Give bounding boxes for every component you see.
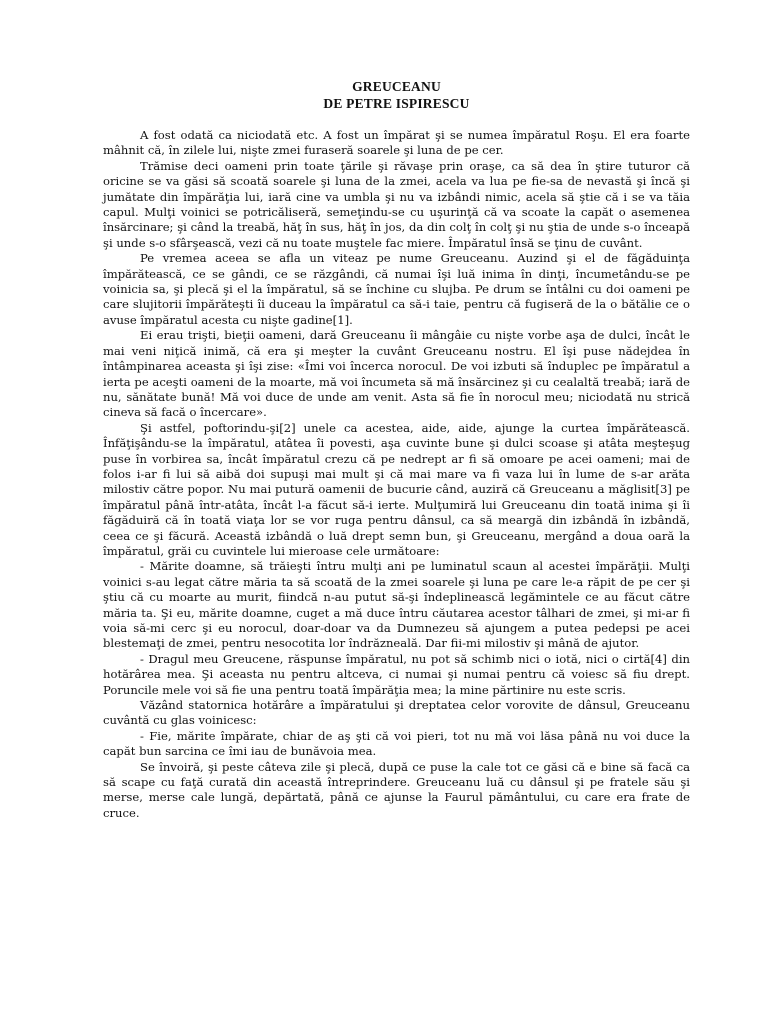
paragraph: Ei erau trişti, bieţii oameni, dară Greuceanu îi mângâie cu nişte vorbe aşa de dulci, încât le mai veni niţică inimă, că era şi meşter la cuvânt Greuceanu nostru. El îşi puse nădejdea în întâmpinarea aceasta şi îşi zise: «Îmi voi încerca norocul. De voi izbuti să înduplec pe împăratul a ierta pe aceşti oameni de la moarte, mă voi încumeta să mă însărcinez şi cu cealaltă treabă; iară de nu, sănătate bună! Mă voi duce de unde am venit. Asta să fie în norocul meu; niciodată nu strică cineva să facă o încercare». bbox=[103, 328, 690, 420]
title-block bbox=[103, 78, 690, 112]
author-line: DE PETRE ISPIRESCU bbox=[323, 96, 470, 111]
paragraph: - Mărite doamne, să trăieşti întru mulţi ani pe luminatul scaun al acestei împărăţii. Mulţi voinici s-au legat către măria ta să scoată de la zmei soarele şi luna pe care le-a răpit de pe cer şi ştiu că cu moarte au murit, fiindcă n-au putut să-şi îndeplinească legămintele ce au făcut către măria ta. Şi eu, mărite doamne, cuget a mă duce întru căutarea acestor tâlhari de zmei, şi mi-ar fi voia să-mi cerc şi eu norocul, doar-doar va da Dumnezeu să ajungem a putea pedepsi pe acei blestemaţi de zmei, pentru nesocotita lor îndrăzneală. Dar fii-mi milostiv şi mână de ajutor. bbox=[103, 559, 690, 651]
paragraph: - Dragul meu Greucene, răspunse împăratul, nu pot să schimb nici o iotă, nici o cirtă[4] din hotărârea mea. Şi aceasta nu pentru altceva, ci numai şi numai pentru că voiesc să fiu drept. Poruncile mele voi să fie una pentru toată împărăţia mea; la mine părtinire nu este scris. bbox=[103, 651, 690, 697]
paragraph: Trămise deci oameni prin toate ţările şi răvaşe prin oraşe, ca să dea în ştire tuturor că oricine se va găsi să scoată soarele şi luna de la zmei, acela va lua pe fie-sa de nevastă şi încă şi jumătate din împărăţia lui, iară cine va umbla şi nu va izbândi nimic, acela să ştie că i se va tăia capul. Mulţi voinici se potricăliseră, semeţindu-se cu uşurinţă că va scoate la capăt o asemenea însărcinare; şi când la treabă, hăţ în sus, hăţ în jos, da din colţ în colţ şi nu ştia de unde s-o înceapă şi unde s-o sfârşească, vezi că nu toate muştele fac miere. Împăratul însă se ţinu de cuvânt. bbox=[103, 158, 690, 250]
paragraph: A fost odată ca niciodată etc. A fost un împărat şi se numea împăratul Roşu. El era foarte mâhnit că, în zilele lui, nişte zmei furaseră soarele şi luna de pe cer. bbox=[103, 128, 690, 158]
paragraph: - Fie, mărite împărate, chiar de aş şti că voi pieri, tot nu mă voi lăsa până nu voi duce la capăt bun sarcina ce îmi iau de bunăvoia mea. bbox=[103, 728, 690, 759]
document-body bbox=[103, 128, 690, 821]
paragraph: Văzând statornica hotărâre a împăratului şi dreptatea celor vorovite de dânsul, Greuceanu cuvântă cu glas voinicesc: bbox=[103, 698, 690, 728]
document-title: GREUCEANU bbox=[352, 79, 441, 94]
paragraph: Pe vremea aceea se afla un viteaz pe nume Greuceanu. Auzind şi el de făgăduinţa împărătească, ce se gândi, ce se răzgândi, că numai îşi luă inima în dinţi, încumetându-se pe voinicia sa, şi plecă şi el la împăratul, să se închine cu slujba. Pe drum se întâlni cu doi oameni pe care slujitorii împărăteşti îi duceau la împăratul ca să-i taie, pentru că fugiseră de la o bătălie ce o avuse împăratul acesta cu nişte gadine[1]. bbox=[103, 251, 690, 327]
paragraph: Se învoiră, şi peste câteva zile şi plecă, după ce puse la cale tot ce găsi că e bine să facă ca să scape cu faţă curată din această întreprindere. Greuceanu luă cu dânsul şi pe fratele său şi merse, merse cale lungă, depărtată, până ce ajunse la Faurul pământului, cu care era frate de cruce. bbox=[103, 759, 690, 820]
paragraph: Şi astfel, poftorindu-şi[2] unele ca acestea, aide, aide, ajunge la curtea împărătească. Înfăţişându-se la împăratul, atâtea îi povesti, aşa cuvinte bune şi dulci scoase şi atâta meşteşug puse în vorbirea sa, încât împăratul crezu că pe nedrept ar fi să omoare pe acei oameni; mai de folos i-ar fi lui să aibă doi supuşi mai mult şi că mai mare va fi vaza lui în lume de s-ar arăta milostiv către popor. Nu mai putură oamenii de bucurie când, auziră că Greuceanu a măglisit[3] pe împăratul până într-atâta, încât l-a făcut să-i ierte. Mulţumiră lui Greuceanu din toată inima şi îi făgăduiră că în toată viaţa lor se vor ruga pentru dânsul, ca să meargă din izbândă în izbândă, ceea ce şi făcură. Această izbândă o luă drept semn bun, şi Greuceanu, mergând a doua oară la împăratul, grăi cu cuvintele lui mieroase cele următoare: bbox=[103, 420, 690, 558]
